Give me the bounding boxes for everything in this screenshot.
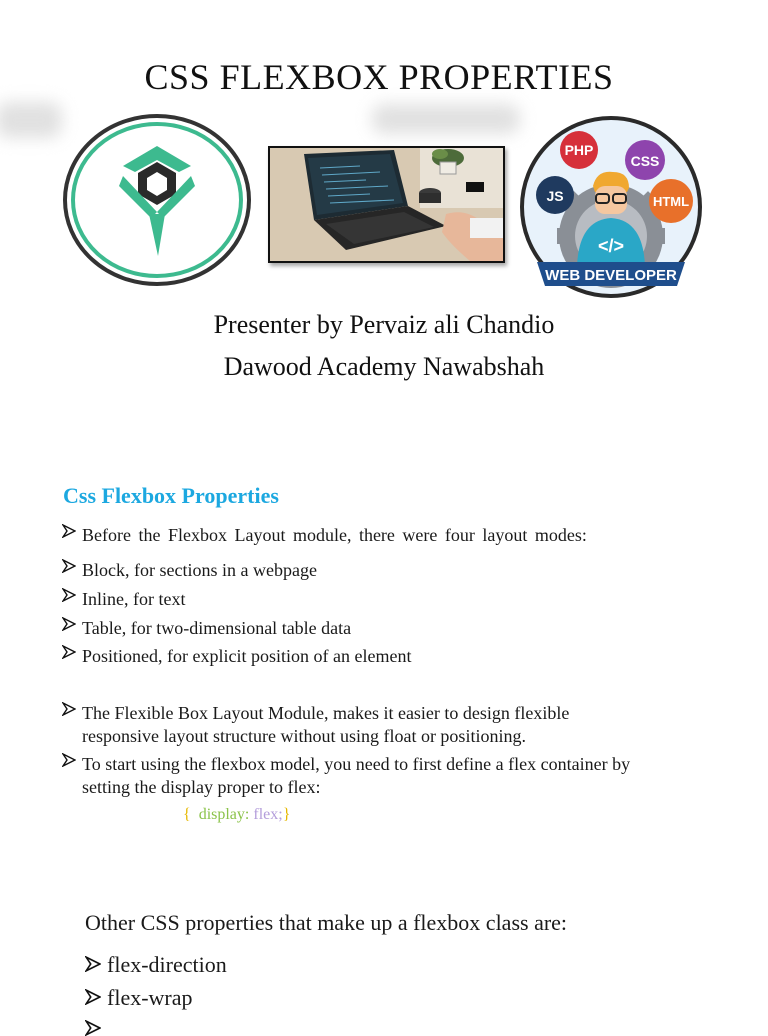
arrow-bullet-icon (85, 952, 101, 972)
bullet-text: responsive layout structure without using float or positioning. (82, 726, 526, 746)
bullet-text: Block, for sections in a webpage (82, 560, 317, 580)
academy-name: Dawood Academy Nawabshah (223, 352, 545, 381)
tag-php: PHP (564, 142, 594, 158)
arrow-bullet-icon (62, 645, 78, 659)
property-name: flex-wrap (107, 985, 193, 1010)
presenter-name: Presenter by Pervaiz ali Chandio (213, 310, 555, 339)
section-heading: Css Flexbox Properties (63, 483, 279, 508)
tag-js: JS (546, 188, 564, 204)
code-symbol-icon: </> (597, 236, 625, 256)
arrow-bullet-icon (85, 985, 101, 1005)
arrow-bullet-icon (85, 1016, 101, 1036)
arrow-bullet-icon (62, 559, 78, 573)
bullet-text: Table, for two-dimensional table data (82, 618, 352, 638)
bullet-text: Positioned, for explicit position of an element (82, 646, 412, 666)
code-snippet (183, 806, 290, 824)
code-value: flex; (253, 806, 283, 823)
laptop-photo (268, 146, 505, 263)
web-developer-badge (517, 116, 705, 298)
code-property: display: (198, 806, 250, 823)
arrow-bullet-icon (62, 617, 78, 631)
arrow-bullet-icon (62, 753, 78, 767)
arrow-bullet-icon (62, 588, 78, 602)
bullet-text: To start using the flexbox model, you need to first define a flex container by (82, 754, 631, 774)
other-properties-heading: Other CSS properties that make up a flexbox class are: (85, 910, 568, 935)
blur-artifact (0, 102, 62, 138)
banner-text: WEB DEVELOPER (545, 267, 677, 284)
bullet-text: Inline, for text (82, 589, 186, 609)
code-open-brace: { (183, 806, 191, 823)
bullet-text: The Flexible Box Layout Module, makes it easier to design flexible (82, 703, 570, 723)
arrow-bullet-icon (62, 702, 78, 716)
arrow-bullet-icon (62, 524, 78, 538)
property-name: flex-direction (107, 952, 227, 977)
bullet-text: Before the Flexbox Layout module, there were four layout modes: (82, 525, 587, 545)
blur-artifact (372, 104, 520, 134)
bullet-text: setting the display proper to flex: (82, 777, 321, 797)
page-title: CSS FLEXBOX PROPERTIES (144, 57, 614, 97)
code-close-brace: } (282, 806, 291, 823)
teal-hexagon-logo (63, 114, 251, 286)
tag-html: HTML (652, 194, 690, 209)
tag-css: CSS (630, 153, 660, 169)
